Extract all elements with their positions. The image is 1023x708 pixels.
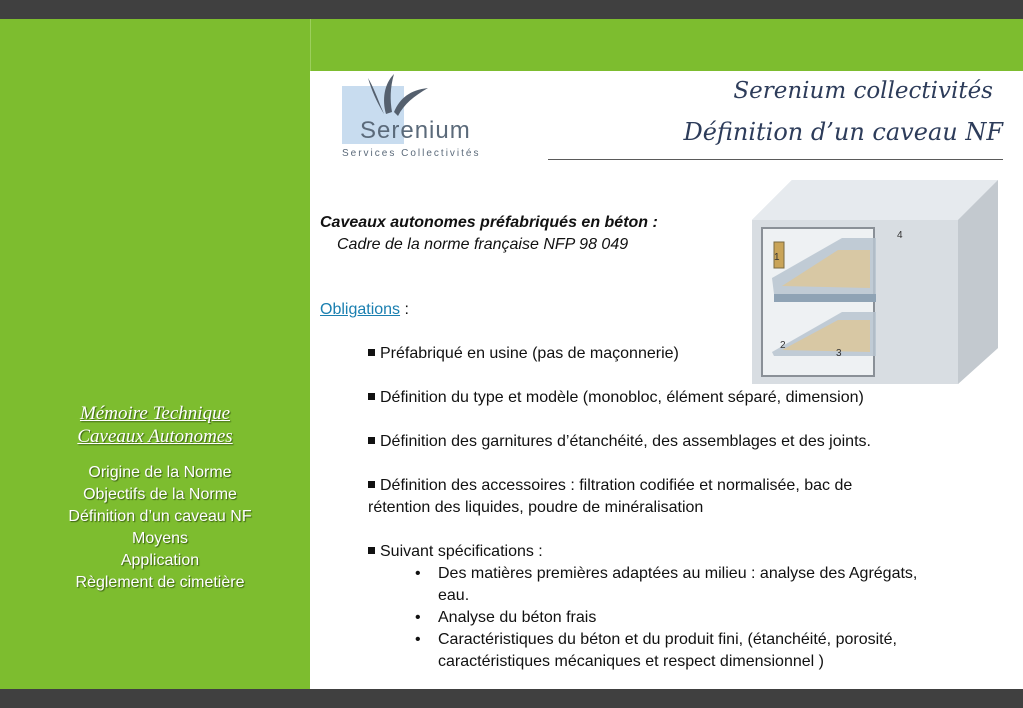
sub-list-item: Caractéristiques du béton et du produit fini, (étanchéité, porosité, xyxy=(438,631,897,648)
caveau-illustration xyxy=(752,178,998,384)
lead-subheading: Cadre de la norme française NFP 98 049 xyxy=(337,236,629,253)
list-item xyxy=(368,343,679,365)
round-bullet-icon: • xyxy=(415,565,421,582)
top-bar xyxy=(0,0,1023,19)
sub-list-item-continuation: caractéristiques mécaniques et respect dimensionnel ) xyxy=(438,653,824,670)
square-bullet-icon xyxy=(368,481,375,488)
illustration-label-4: 4 xyxy=(897,230,903,241)
logo-tagline: Services Collectivités xyxy=(342,148,481,159)
sub-list-item: Analyse du béton frais xyxy=(438,609,597,626)
list-item-text: Suivant spécifications : xyxy=(380,543,543,560)
bottom-bar xyxy=(0,689,1023,708)
nav-item-moyens[interactable]: Moyens xyxy=(131,530,189,547)
header-strip xyxy=(310,19,1023,71)
sidebar-title-line2: Caveaux Autonomes xyxy=(77,426,233,447)
list-item-text: Définition du type et modèle (monobloc, élément séparé, dimension) xyxy=(380,389,864,406)
sub-list-item: Des matières premières adaptées au milieu : analyse des Agrégats, xyxy=(438,565,918,582)
sub-list-item-continuation: eau. xyxy=(438,587,470,604)
sidebar-nav xyxy=(0,462,320,594)
list-item-continuation: rétention des liquides, poudre de minéralisation xyxy=(368,499,704,516)
round-bullet-icon: • xyxy=(415,609,421,626)
nav-item-origine[interactable]: Origine de la Norme xyxy=(88,464,232,481)
round-bullet-icon: • xyxy=(415,631,421,648)
list-item-text: Préfabriqué en usine (pas de maçonnerie) xyxy=(380,345,679,362)
list-item xyxy=(368,541,543,563)
lead-heading: Caveaux autonomes préfabriqués en béton : xyxy=(320,214,658,231)
obligations-colon: : xyxy=(400,301,409,318)
list-item xyxy=(368,387,864,409)
nav-item-application[interactable]: Application xyxy=(120,552,200,569)
illustration-label-2: 2 xyxy=(780,340,786,351)
page-title: Définition d’un caveau NF xyxy=(683,118,1003,146)
list-item xyxy=(368,475,852,497)
illustration-label-1: 1 xyxy=(774,252,780,263)
illustration-label-3: 3 xyxy=(836,348,842,359)
header-title: Serenium collectivités xyxy=(733,78,993,104)
obligations-heading xyxy=(320,299,409,321)
square-bullet-icon xyxy=(368,349,375,356)
square-bullet-icon xyxy=(368,393,375,400)
square-bullet-icon xyxy=(368,547,375,554)
sidebar-title xyxy=(0,402,310,448)
nav-item-reglement[interactable]: Règlement de cimetière xyxy=(75,574,245,591)
list-item-text: Définition des accessoires : filtration codifiée et normalisée, bac de xyxy=(380,477,853,494)
list-item-text: Définition des garnitures d’étanchéité, des assemblages et des joints. xyxy=(380,433,871,450)
header-divider xyxy=(548,159,1003,160)
list-item xyxy=(368,431,871,453)
logo-name: Serenium xyxy=(360,117,471,144)
obligations-link[interactable]: Obligations xyxy=(320,301,401,318)
square-bullet-icon xyxy=(368,437,375,444)
sidebar-title-line1: Mémoire Technique xyxy=(79,403,231,424)
nav-item-objectifs[interactable]: Objectifs de la Norme xyxy=(83,486,237,503)
nav-item-definition[interactable]: Définition d’un caveau NF xyxy=(68,508,252,525)
